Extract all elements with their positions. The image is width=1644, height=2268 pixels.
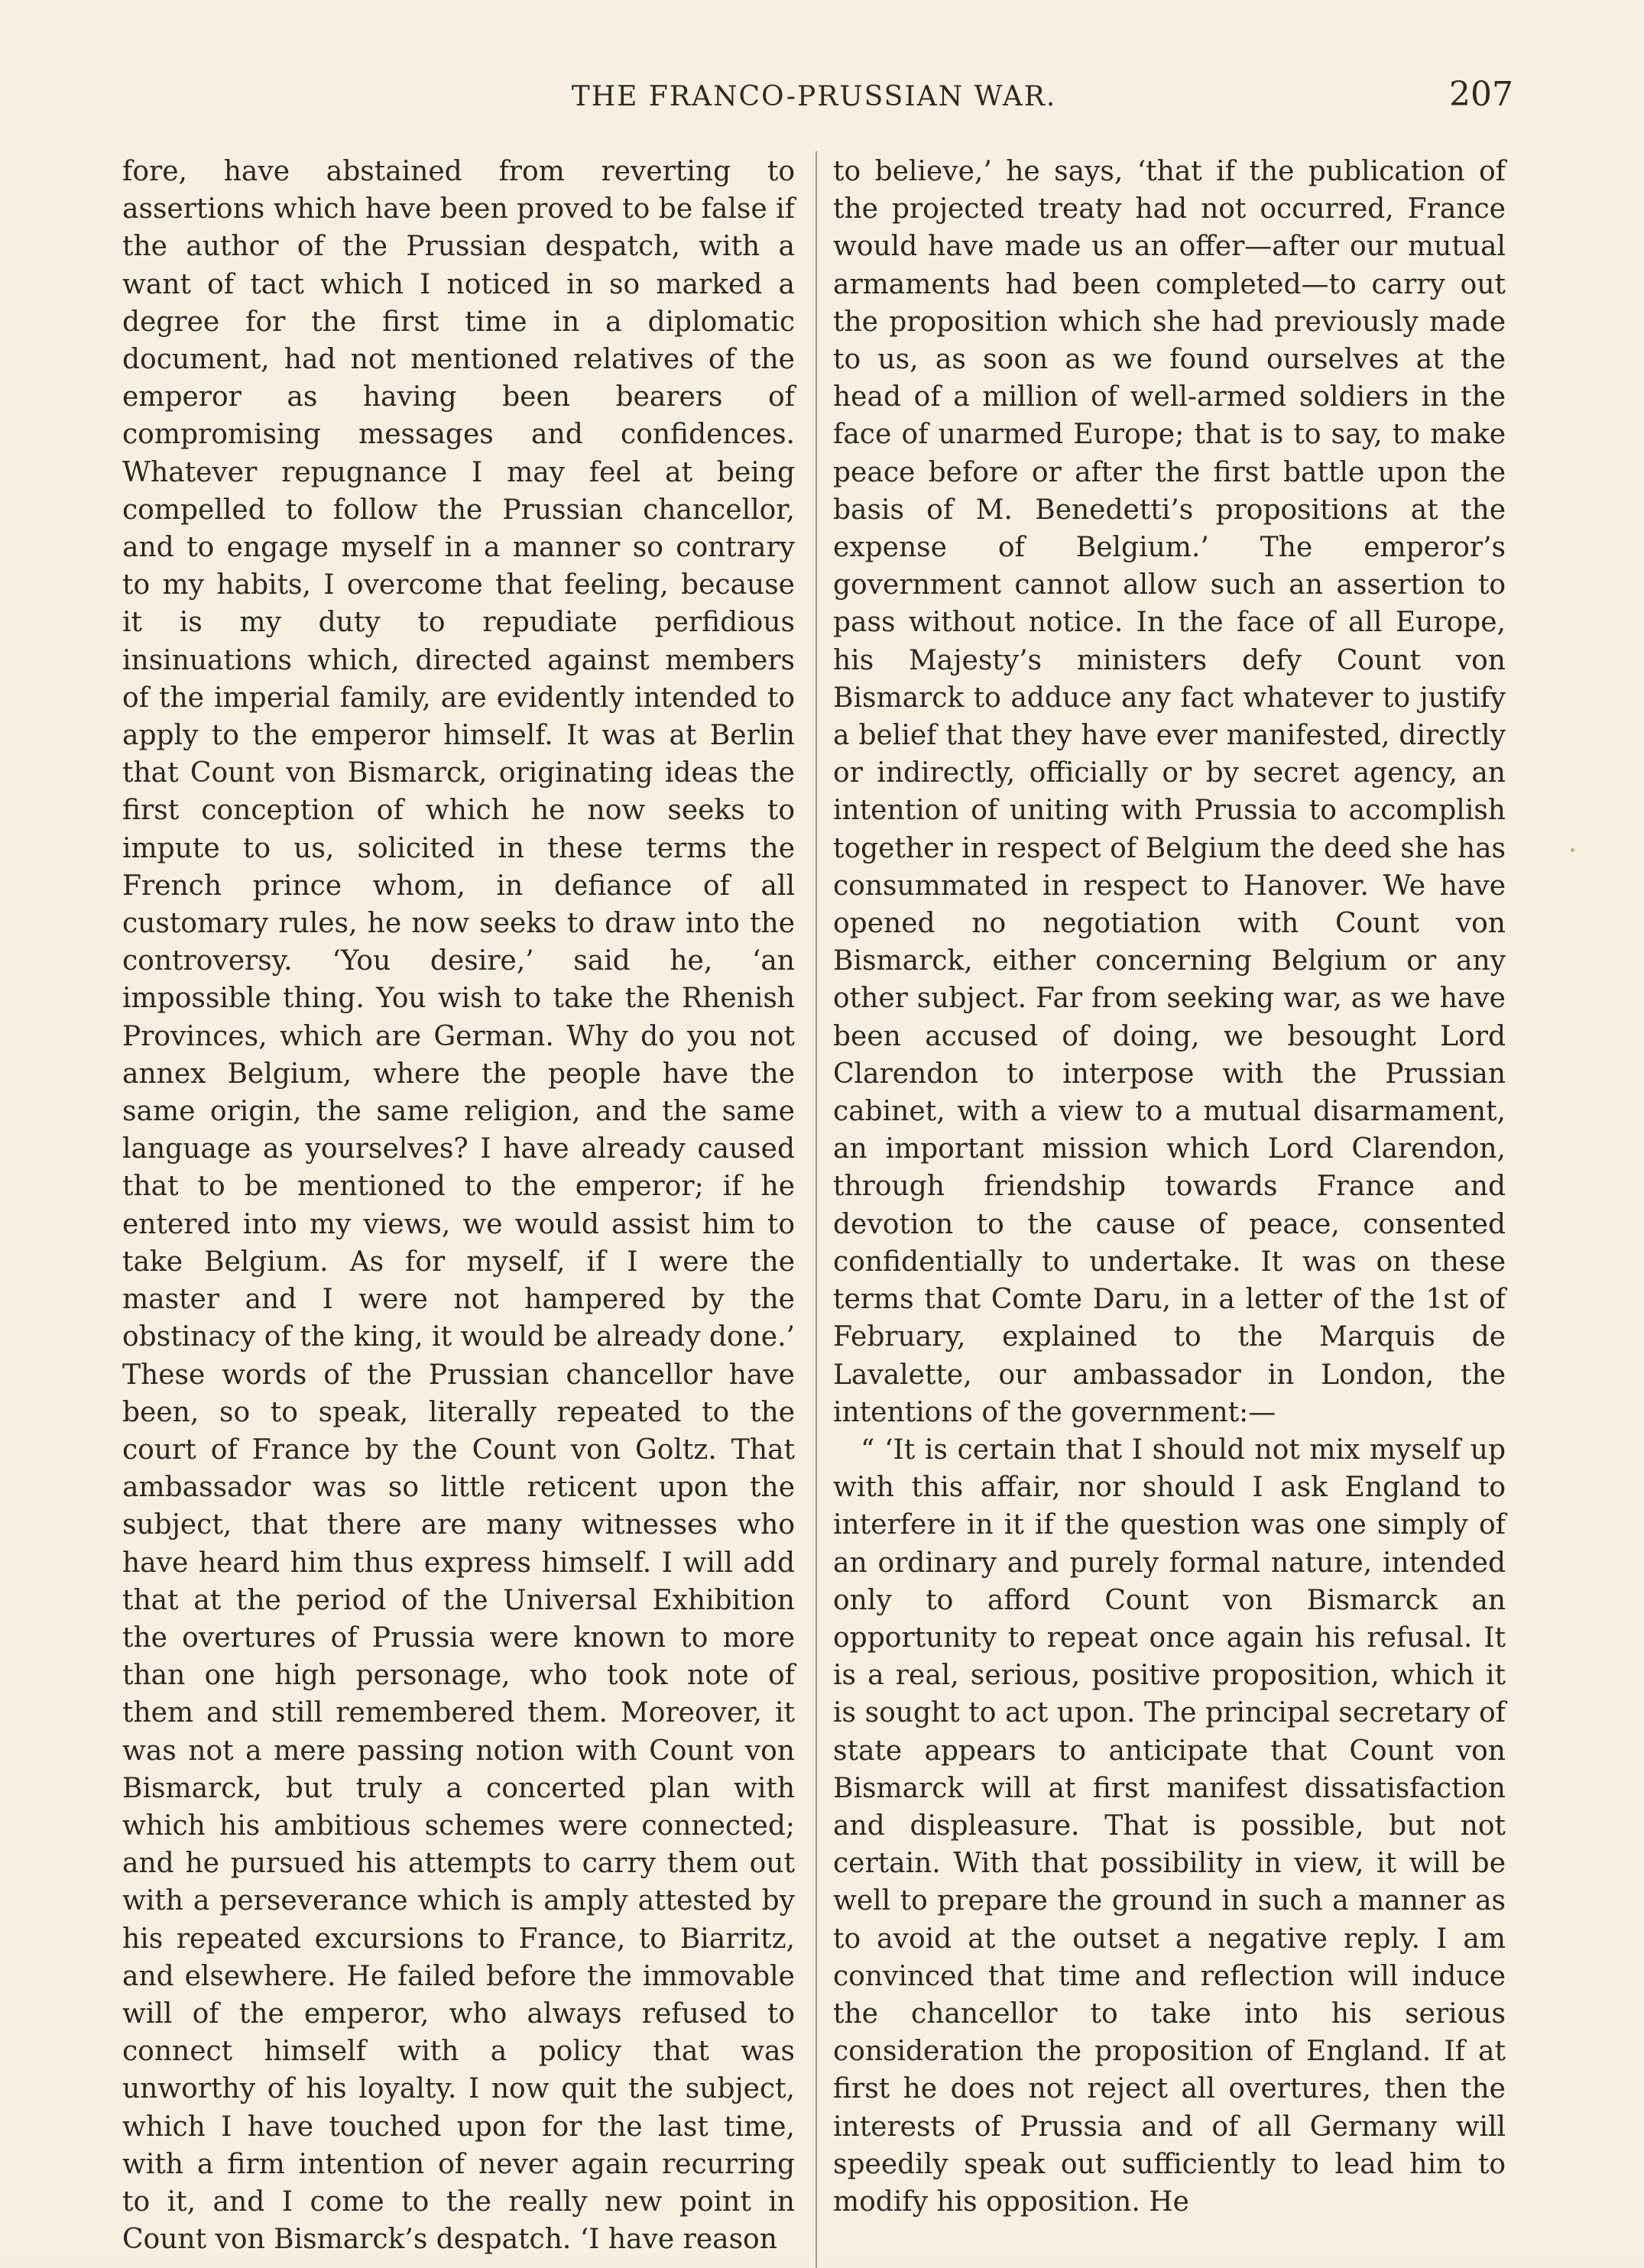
right-column-paragraph-1: to believe,’ he says, ‘that if the publication of the projected treaty had not occurred, France would have made us an offer—after our mutual armaments had been completed—to carry out the proposition which she had previously made to us, as soon as we found ourselves at the head of a million of well-armed soldiers in the face of unarmed Europe; that is to say, to make peace before or after the first battle upon the basis of M. Benedetti’s propositions at the expense of Belgium.’ The emperor’s government cannot allow such an assertion to pass without notice. In the face of all Europe, his Majesty’s ministers defy Count von Bismarck to adduce any fact whatever to justify a belief that they have ever manifested, directly or indirectly, officially or by secret agency, an intention of uniting with Prussia to accomplish together in respect of Belgium the deed she has consummated in respect to Hanover. We have opened no negotiation with Count von Bismarck, either concerning Belgium or any other subject. Far from seeking war, as we have been accused of doing, we besought Lord Clarendon to interpose with the Prussian cabinet, with a view to a mutual disarmament, an important mission which Lord Clarendon, through friendship towards France and devotion to the cause of peace, consented confidentially to undertake. It was on these terms that Comte Daru, in a letter of the 1st of February, explained to the Marquis de Lavalette, our ambassador in London, the intentions of the government:—	[833, 156, 1506, 1428]
right-column-paragraph-2: “ ‘It is certain that I should not mix myself up with this affair, nor should I ask England to interfere in it if the question was one simply of an ordinary and purely formal nature, intended only to afford Count von Bismarck an opportunity to repeat once again his refusal. It is a real, serious, positive proposition, which it is sought to act upon. The principal secretary of state appears to anticipate that Count von Bismarck will at first manifest dissatisfaction and displeasure. That is possible, but not certain. With that possibility in view, it will be well to prepare the ground in such a manner as to avoid at the outset a negative reply. I am convinced that time and reflection will induce the chancellor to take into his serious consideration the proposition of England. If at first he does not reject all overtures, then the interests of Prussia and of all Germany will speedily speak out sufficiently to lead him to modify his opposition. He	[833, 1434, 1506, 2218]
page-number: 207	[1449, 75, 1513, 114]
column-divider-rule	[816, 151, 817, 2268]
running-title: THE FRANCO-PRUSSIAN WAR.	[571, 81, 1057, 112]
left-column	[122, 153, 795, 2258]
left-column-paragraph: fore, have abstained from reverting to assertions which have been proved to be false if the author of the Prussian despatch, with a want of tact which I noticed in so marked a degree for the first time in a diplomatic document, had not mentioned relatives of the emperor as having been bearers of compromising messages and confidences. Whatever repugnance I may feel at being compelled to follow the Prussian chancellor, and to engage myself in a manner so contrary to my habits, I overcome that feeling, because it is my duty to repudiate perfidious insinuations which, directed against members of the imperial family, are evidently intended to apply to the emperor himself. It was at Berlin that Count von Bismarck, originating ideas the first conception of which he now seeks to impute to us, solicited in these terms the French prince whom, in defiance of all customary rules, he now seeks to draw into the controversy. ‘You desire,’ said he, ‘an impossible thing. You wish to take the Rhenish Provinces, which are German. Why do you not annex Belgium, where the people have the same origin, the same religion, and the same language as yourselves? I have already caused that to be mentioned to the emperor; if he entered into my views, we would assist him to take Belgium. As for myself, if I were the master and I were not hampered by the obstinacy of the king, it would be already done.’ These words of the Prussian chancellor have been, so to speak, literally repeated to the court of France by the Count von Goltz. That ambassador was so little reticent upon the subject, that there are many witnesses who have heard him thus express himself. I will add that at the period of the Universal Exhibition the overtures of Prussia were known to more than one high personage, who took note of them and still remembered them. Moreover, it was not a mere passing notion with Count von Bismarck, but truly a concerted plan with which his ambitious schemes were connected; and he pursued his attempts to carry them out with a perseverance which is amply attested by his repeated excursions to France, to Biarritz, and elsewhere. He failed before the immovable will of the emperor, who always refused to connect himself with a policy that was unworthy of his loyalty. I now quit the subject, which I have touched upon for the last time, with a firm intention of never again recurring to it, and I come to the really new point in Count von Bismarck’s despatch. ‘I have reason	[122, 156, 795, 2256]
page-header	[115, 75, 1513, 127]
right-column	[833, 153, 1506, 2221]
paper-speck	[1571, 848, 1574, 852]
